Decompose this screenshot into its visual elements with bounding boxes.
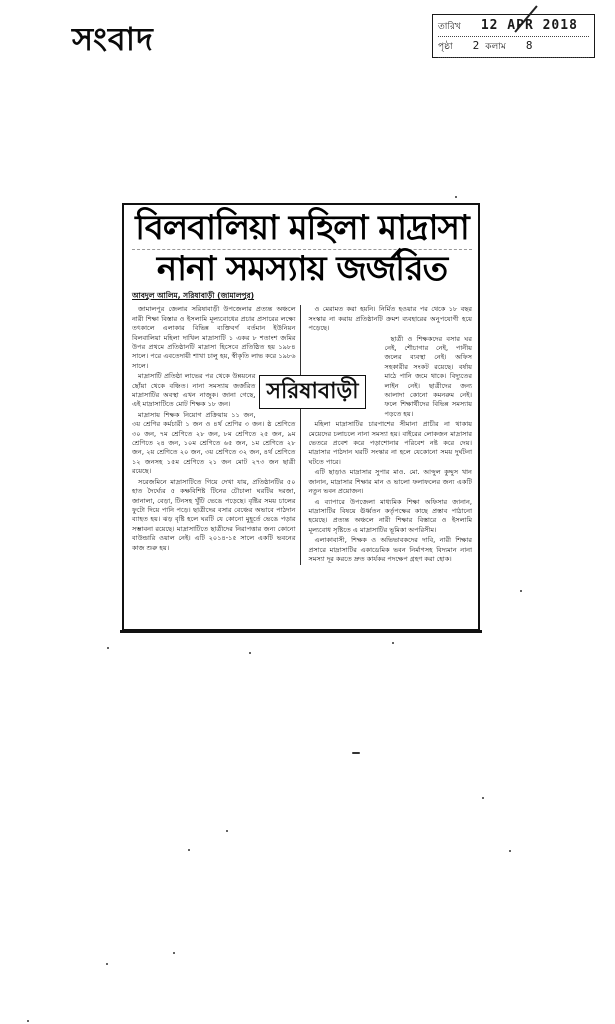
article-column-left: [132, 305, 359, 565]
scan-speck: [249, 652, 251, 654]
stamp-date-label: তারিখ: [438, 22, 461, 32]
date-stamp: [432, 14, 595, 58]
paragraph: মাদ্রাসাটি প্রতিষ্ঠা লাভের পর থেকে উন্নয়নের ছোঁয়া থেকে বঞ্চিত। নানা সমস্যায় জর্জরিত মাদ্রাসাটির অবস্থা এখন নাজুক। জানা গেছে, এই মাদ্রাসাটিতে মোট শিক্ষক ১৮ জন।: [132, 372, 256, 409]
paragraph: জামালপুর জেলার সরিষাবাড়ী উপজেলার প্রত্যন্ত অঞ্চলে নারী শিক্ষা বিস্তার ও ইসলামি মূল্যবোধের প্রচার প্রসারের লক্ষ্যে তৎকালে এলাকার বিভিন্ন ব্যক্তিবর্গ বর্তমান ইউনিয়ন বিলবালিয়া মহিলা দাখিল মাদ্রাসাটি ১ একর ৮ শতাংশ জমির উপর প্রথমে প্রতিষ্ঠানটি মাদ্রাসা হিসেবে প্রতিষ্ঠিত হয় ১৯৮৪ সালে। পরে এবতেদায়ী শাখা চালু হয়, স্বীকৃতি লাভ করে ১৯৮৬ সালে।: [132, 305, 296, 370]
paragraph: এটি ছাড়াও মাদ্রাসার সুপার মাও. মো. আব্দুল কুদ্দুস খান জানান, মাদ্রাসার শিক্ষার মান ও ভালো ফলাফলের জন্য একটি নতুন ভবন প্রয়োজন।: [308, 468, 472, 496]
scan-speck: [352, 752, 360, 754]
scan-speck: [392, 642, 394, 644]
article-byline: আবদুল আলিম, সরিষাবাড়ী (জামালপুর): [132, 291, 255, 301]
stamp-page-label: পৃষ্ঠা: [438, 42, 453, 52]
headline-line-2: নানা সমস্যায় জর্জরিত: [156, 248, 448, 289]
newspaper-clipping: [122, 203, 480, 631]
newspaper-masthead: সংবাদ: [72, 20, 154, 58]
scan-speck: [509, 850, 511, 852]
scan-speck: [455, 196, 457, 198]
paragraph: মহিলা মাদ্রাসাটির চারপাশের সীমানা প্রাচীর না থাকায় মেয়েদের চলাচলে নানা সমস্যা হয়। বাইরের লোকজন মাদ্রাসার ভেতরে প্রবেশ করে পড়াশোনার পরিবেশ নষ্ট করে দেয়। মাদ্রাসার পাঠদান ঘরটি সংস্কার না হলে যেকোনো সময় দুর্ঘটনা ঘটতে পারে।: [308, 420, 472, 466]
scan-speck: [106, 963, 108, 965]
article-headline: [132, 208, 472, 289]
paragraph: সরেজমিনে মাদ্রাসাটিতে গিয়ে দেখা যায়, প্রতিষ্ঠানটির ৫০ হাত দৈর্ঘ্যের ৫ কক্ষবিশিষ্ট টিনের চৌচালা ঘরটির দরজা, জানালা, বেড়া, টিনসহ খুঁটি ভেঙে পড়েছে। বৃষ্টির সময় চালের ফুটো দিয়ে পানি পড়ে। ছাত্রীদের বসার বেঞ্চের অভাবে পাঠদান ব্যাহত হয়। ঝড় বৃষ্টি হলে ঘরটি যে কোনো মুহূর্তে ভেঙে পড়ার সম্ভাবনা রয়েছে। মাদ্রাসাটিতে ছাত্রীদের নিরাপত্তার জন্য কোনো বাউন্ডারি ওয়াল নেই। এটি ২০১৪-১৫ সালে একটি ভবনের কাজ শুরু হয়।: [132, 477, 296, 552]
stamp-page-row: [438, 39, 589, 58]
paragraph: এ ব্যাপারে উপজেলা মাধ্যমিক শিক্ষা অফিসার জানান, মাদ্রাসাটির বিষয়ে ঊর্ধ্বতন কর্তৃপক্ষের কাছে প্রস্তাব পাঠানো হয়েছে। প্রত্যন্ত অঞ্চলে নারী শিক্ষার বিস্তারে ও ইসলামি মূল্যবোধ সৃষ্টিতে এ মাদ্রাসাটির ভূমিকা অপরিসীম।: [308, 497, 472, 534]
stamp-page-value: 2: [472, 39, 480, 52]
scan-speck: [107, 647, 109, 649]
headline-line-1: বিলবালিয়া মহিলা মাদ্রাসা: [132, 211, 472, 250]
stamp-column-value: 8: [525, 39, 533, 52]
scan-speck: [27, 1020, 29, 1022]
scan-speck: [520, 590, 522, 592]
scan-speck: [482, 797, 484, 799]
scan-speck: [188, 849, 190, 851]
article-column-right: [309, 305, 473, 565]
paragraph: এলাকাবাসী, শিক্ষক ও অভিভাবকদের দাবি, নারী শিক্ষার প্রসারে মাদ্রাসাটির একাডেমিক ভবন নির্মাণসহ বিদ্যমান নানা সমস্যা দূর করতে দ্রুত কার্যকর পদক্ষেপ গ্রহণ করা হোক।: [308, 536, 472, 563]
paragraph: মাদ্রাসায় শিক্ষক নিয়োগ প্রক্রিয়ায় ১১ জন, ৩য় শ্রেণির কর্মচারী ১ জন ও ৪র্থ শ্রেণির ৩ জন। ষ্ঠ শ্রেণিতে ৩০ জন, ৭ম শ্রেণিতে ২৮ জন, ৮ম শ্রেণিতে ২৫ জন, ৯ম শ্রেণিতে ২৪ জন, ১০ম শ্রেণিতে ৬৫ জন, ১ম শ্রেণিতে ২৮ জন, ২য় শ্রেণিতে ২০ জন, ৩য় শ্রেণিতে ৩২ জন, ৪র্থ শ্রেণিতে ১২ জনসহ ১৫ম শ্রেণিতে ২১ জন মোট ২৭৩ জন ছাত্রী রয়েছে।: [132, 410, 296, 476]
stamp-date-row: [438, 18, 589, 37]
stamp-column-label: কলাম: [485, 42, 506, 52]
paragraph: ছাত্রী ও শিক্ষকদের বসার ঘর নেই, শৌচাগার নেই, পানীয় জলের ব্যবস্থা নেই। অফিস সহকারীর সংকট রয়েছে। বর্ষায় মাঠে পানি জমে থাকে। বিদ্যুতের লাইন নেই। ছাত্রীদের জন্য আলাদা কোনো কমনরুম নেই। ফলে শিক্ষার্থীদের বিভিন্ন সমস্যায় পড়তে হয়।: [384, 334, 472, 418]
location-tag: সরিষাবাড়ী: [259, 375, 365, 409]
paragraph: ও মেরামত করা হয়নি। নির্মিত হওয়ার পর থেকে ১৮ বছর সংস্কার না করায় প্রতিষ্ঠানটি ক্রমশ ব্যবহারের অনুপযোগী হয়ে পড়েছে।: [308, 305, 472, 333]
stamp-date-value: 12 APR 2018: [480, 18, 578, 33]
scan-speck: [173, 952, 175, 954]
article-body: [132, 305, 472, 565]
scan-speck: [226, 830, 228, 832]
